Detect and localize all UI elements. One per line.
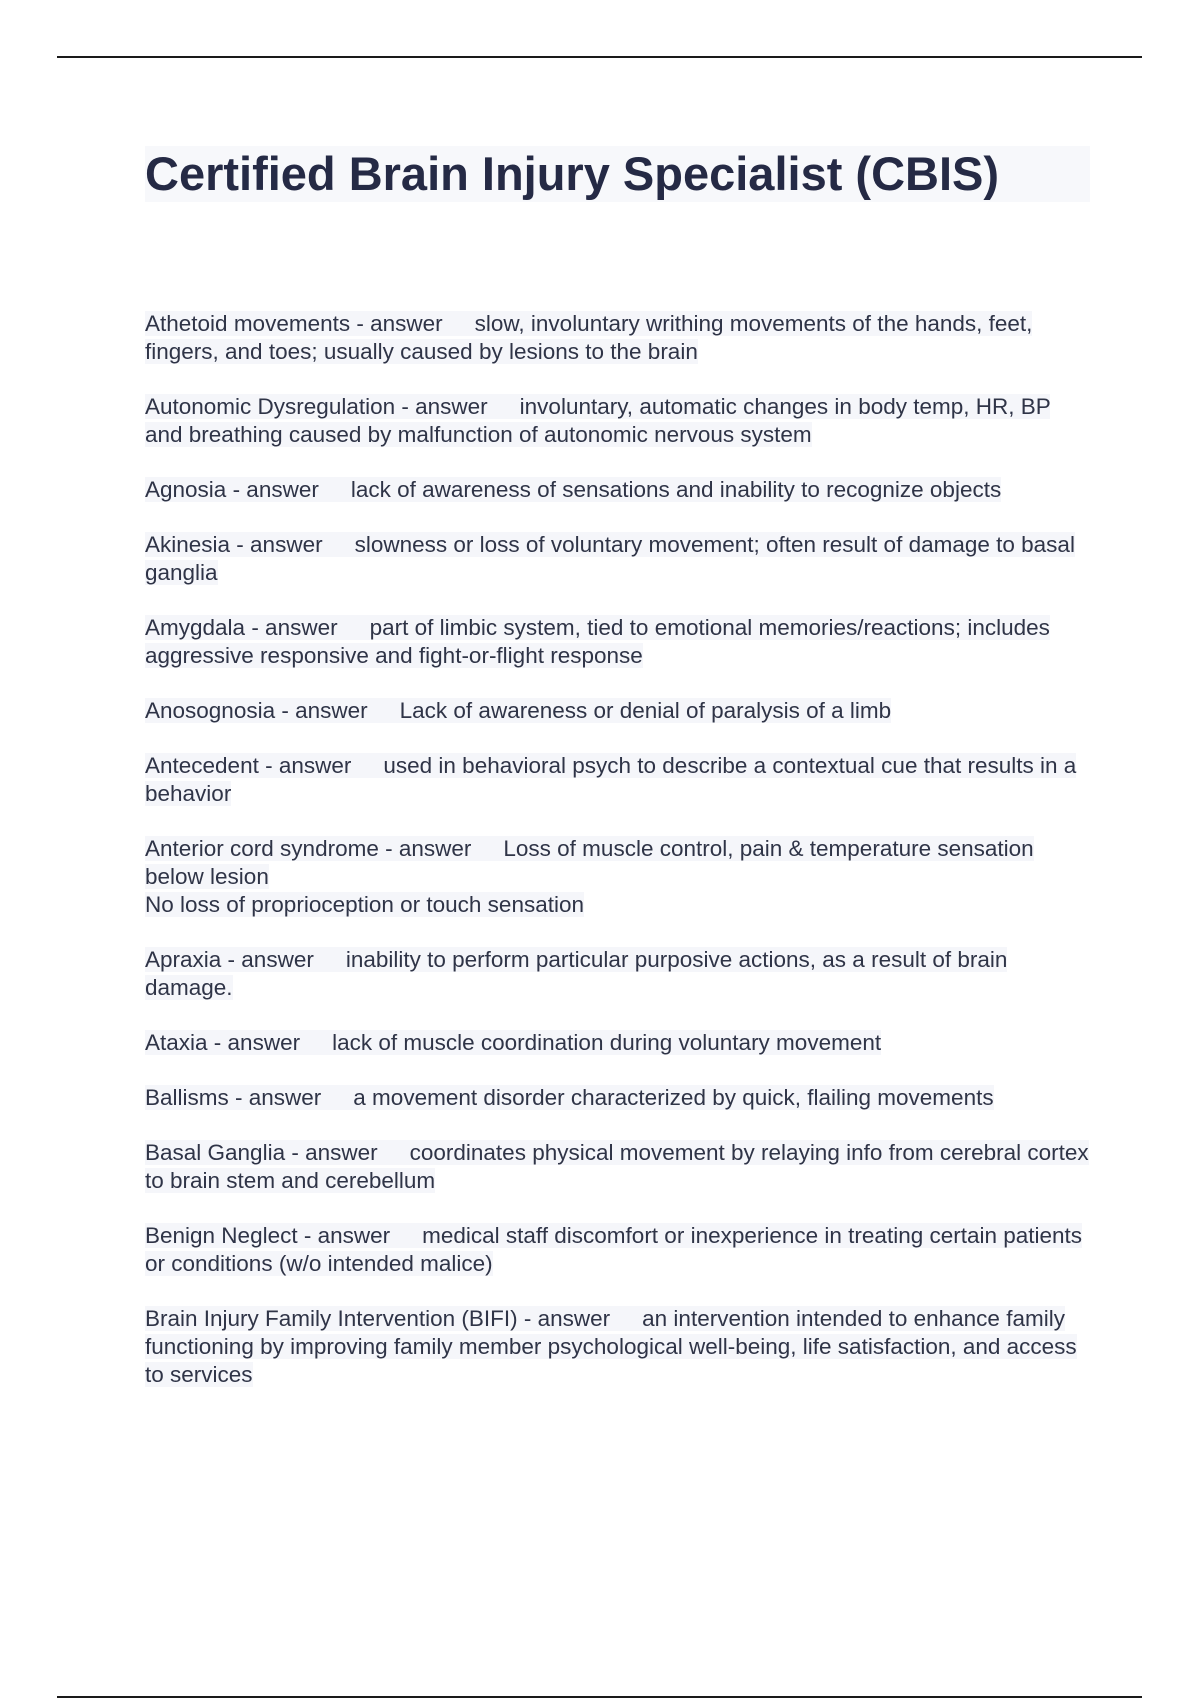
entry-definition: lack of muscle coordination during voluntary movement bbox=[332, 1030, 882, 1055]
entry-term: Autonomic Dysregulation bbox=[145, 394, 396, 419]
entry-term: Apraxia bbox=[145, 947, 222, 972]
glossary-entry bbox=[145, 1139, 1090, 1195]
entry-separator: - answer bbox=[517, 1306, 611, 1331]
entry-separator: - answer bbox=[350, 311, 443, 336]
glossary-entry bbox=[145, 393, 1090, 449]
entry-definition: a movement disorder characterized by quick, flailing movements bbox=[353, 1085, 994, 1110]
glossary-entry bbox=[145, 1305, 1090, 1389]
entry-separator: - answer bbox=[230, 532, 323, 557]
entry-separator: - answer bbox=[221, 947, 314, 972]
entry-definition: Loss of muscle control, pain & temperature sensation below lesion bbox=[145, 836, 1034, 889]
entry-separator: - answer bbox=[275, 698, 368, 723]
entry-term: Benign Neglect bbox=[145, 1223, 298, 1248]
entry-term: Athetoid movements bbox=[145, 311, 351, 336]
entry-term: Ballisms bbox=[145, 1085, 229, 1110]
glossary-entry bbox=[145, 614, 1090, 670]
entry-term: Basal Ganglia bbox=[145, 1140, 286, 1165]
glossary-entry bbox=[145, 835, 1090, 919]
entry-term: Anosognosia bbox=[145, 698, 276, 723]
entry-definition: part of limbic system, tied to emotional memories/reactions; includes aggressive responsive and fight-or-flight response bbox=[145, 615, 1050, 668]
entry-definition: Lack of awareness or denial of paralysis of a limb bbox=[399, 698, 892, 723]
document-body bbox=[145, 146, 1090, 1416]
entry-separator: - answer bbox=[258, 753, 352, 778]
entry-separator: - answer bbox=[226, 477, 319, 502]
document-title: Certified Brain Injury Specialist (CBIS) bbox=[145, 146, 1090, 202]
entry-extra-note: No loss of proprioception or touch sensation bbox=[145, 892, 585, 917]
entry-definition: inability to perform particular purposive actions, as a result of brain damage. bbox=[145, 947, 1008, 1000]
glossary-entry bbox=[145, 1222, 1090, 1278]
entry-term: Brain Injury Family Intervention (BIFI) bbox=[145, 1306, 518, 1331]
entry-definition: used in behavioral psych to describe a contextual cue that results in a behavior bbox=[145, 753, 1077, 806]
glossary-entry bbox=[145, 697, 1090, 725]
glossary-entry bbox=[145, 531, 1090, 587]
glossary-entry bbox=[145, 1084, 1090, 1112]
entry-definition: involuntary, automatic changes in body temp, HR, BP and breathing caused by malfunction of autonomic nervous system bbox=[145, 394, 1051, 447]
entry-separator: - answer bbox=[395, 394, 488, 419]
glossary-entry bbox=[145, 946, 1090, 1002]
entry-definition: slowness or loss of voluntary movement; often result of damage to basal ganglia bbox=[145, 532, 1075, 585]
entry-separator: - answer bbox=[297, 1223, 391, 1248]
glossary-entry bbox=[145, 310, 1090, 366]
entry-separator: - answer bbox=[378, 836, 472, 861]
entry-term: Agnosia bbox=[145, 477, 227, 502]
glossary-entry bbox=[145, 476, 1090, 504]
entry-term: Anterior cord syndrome bbox=[145, 836, 379, 861]
entry-separator: - answer bbox=[207, 1030, 301, 1055]
entry-definition: coordinates physical movement by relaying info from cerebral cortex to brain stem and cerebellum bbox=[145, 1140, 1089, 1193]
glossary-list bbox=[145, 310, 1090, 1389]
footer-rule bbox=[57, 1696, 1142, 1698]
entry-definition: lack of awareness of sensations and inability to recognize objects bbox=[350, 477, 1002, 502]
header-rule bbox=[57, 56, 1142, 58]
entry-definition: an intervention intended to enhance family functioning by improving family member psychological well-being, life satisfaction, and access to services bbox=[145, 1306, 1077, 1387]
entry-term: Antecedent bbox=[145, 753, 259, 778]
entry-term: Ataxia bbox=[145, 1030, 208, 1055]
glossary-entry bbox=[145, 1029, 1090, 1057]
entry-separator: - answer bbox=[245, 615, 338, 640]
glossary-entry bbox=[145, 752, 1090, 808]
entry-separator: - answer bbox=[228, 1085, 322, 1110]
entry-definition: medical staff discomfort or inexperience in treating certain patients or conditions (w/o intended malice) bbox=[145, 1223, 1083, 1276]
entry-definition: slow, involuntary writhing movements of the hands, feet, fingers, and toes; usually caused by lesions to the brain bbox=[145, 311, 1033, 364]
entry-term: Akinesia bbox=[145, 532, 231, 557]
entry-term: Amygdala bbox=[145, 615, 246, 640]
entry-separator: - answer bbox=[285, 1140, 378, 1165]
